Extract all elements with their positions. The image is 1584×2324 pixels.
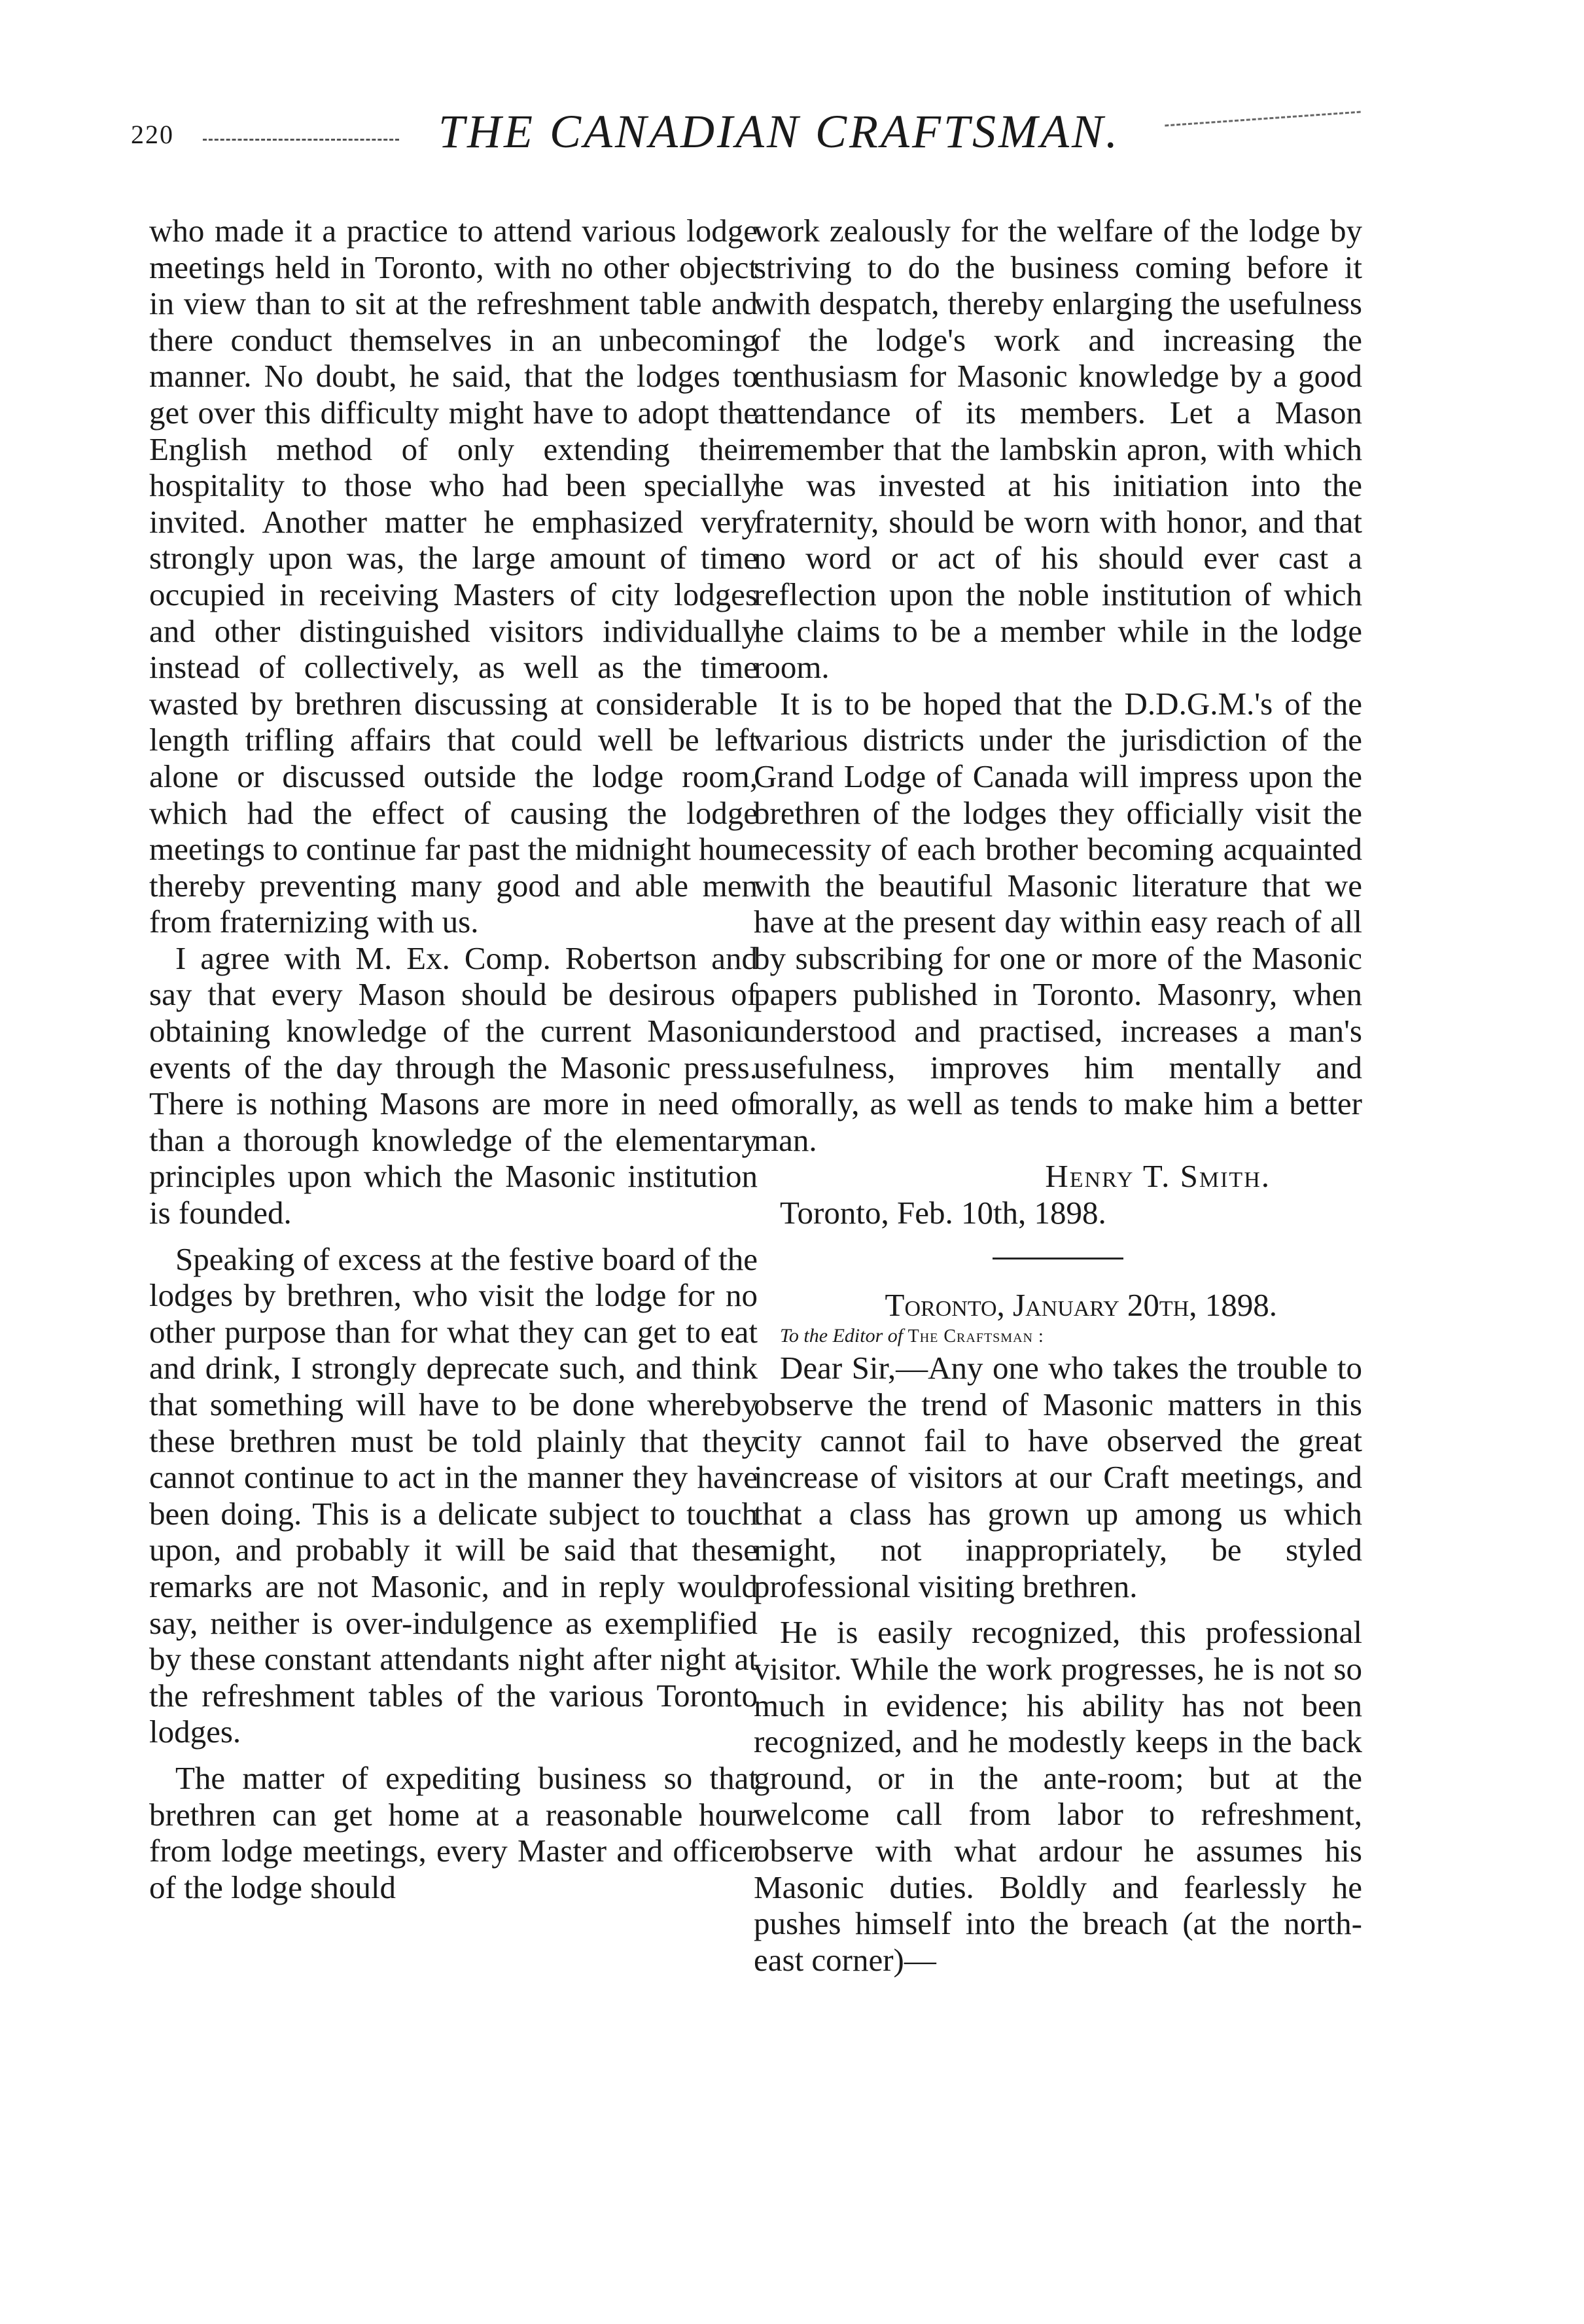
page-number: 220 — [131, 120, 174, 149]
right-column — [754, 213, 1362, 1978]
salutation — [754, 1323, 1362, 1350]
paragraph: Dear Sir,—Any one who takes the trouble to observe the trend of Masonic matters in this city cannot fail to have observed the great increase of visitors at our Craft meetings, and that a class has grown up among us which might, not inappropriately, be styled professional visiting brethren. — [754, 1350, 1362, 1604]
paragraph: who made it a practice to attend various lodge meetings held in Toronto, with no other object in view than to sit at the refreshment table and there conduct themselves in an unbecoming manner. No doubt, he said, that the lodges to get over this difficulty might have to adopt the English method of only extending their hospitality to those who had been specially invited. Another matter he emphasized very strongly upon was, the large amount of time occupied in receiving Masters of city lodges and other distinguished visitors individually instead of collectively, as well as the time wasted by brethren discussing at considerable length trifling affairs that could well be left alone or discussed outside the lodge room, which had the effect of causing the lodge meetings to continue far past the midnight hour thereby preventing many good and able men from fraternizing with us. — [149, 213, 758, 940]
left-column — [149, 213, 758, 1905]
signature: Henry T. Smith. — [1045, 1158, 1271, 1195]
paragraph: I agree with M. Ex. Comp. Robertson and say that every Mason should be desirous of obtaining knowledge of the current Masonic events of the day through the Masonic press. There is nothing Masons are more in need of than a thorough knowledge of the elementary principles upon which the Masonic institution is founded. — [149, 940, 758, 1231]
paragraph: It is to be hoped that the D.D.G.M.'s of the various districts under the jurisdiction of the Grand Lodge of Canada will impress upon the brethren of the lodges they officially visit the necessity of each brother becoming acquainted with the beautiful Masonic literature that we have at the present day within easy reach of all by subscribing for one or more of the Masonic papers published in Toronto. Masonry, when understood and practised, increases a man's usefulness, improves him mentally and morally, as well as tends to make him a better man. — [754, 685, 1362, 1158]
header-rule-right — [1165, 111, 1360, 127]
section-divider — [993, 1258, 1123, 1259]
letter-dateline: Toronto, January 20th, 1898. — [885, 1286, 1277, 1323]
page-header — [131, 105, 1407, 177]
dateline: Toronto, Feb. 10th, 1898. — [780, 1195, 1106, 1231]
salutation-name: The Craftsman : — [907, 1326, 1044, 1347]
paragraph: He is easily recognized, this professional visitor. While the work progresses, he is not so much in evidence; his ability has not been recognized, and he modestly keeps in the back ground, or in the ante-room; but at the welcome call from labor to refreshment, observe with what ardour he assumes his Masonic duties. Boldly and fearlessly he pushes himself into the breach (at the north-east corner)— — [754, 1614, 1362, 1978]
header-rule-left — [203, 139, 399, 141]
paragraph: The matter of expediting business so that brethren can get home at a reasonable hour from lodge meetings, every Master and officer of the lodge should — [149, 1759, 758, 1905]
salutation-prefix: To the Editor of — [780, 1325, 904, 1347]
running-title: THE CANADIAN CRAFTSMAN. — [438, 105, 1120, 158]
paragraph: work zealously for the welfare of the lodge by striving to do the business coming before it with despatch, thereby enlarging the usefulness of the lodge's work and increasing the enthusiasm for Masonic knowledge by a good attendance of its members. Let a Mason remember that the lambskin apron, with which he was invested at his initiation into the fraternity, should be worn with honor, and that no word or act of his should ever cast a reflection upon the noble institution of which he claims to be a member while in the lodge room. — [754, 213, 1362, 686]
paragraph: Speaking of excess at the festive board of the lodges by brethren, who visit the lodge for no other purpose than for what they can get to eat and drink, I strongly deprecate such, and think that something will have to be done whereby these brethren must be told plainly that they cannot continue to act in the manner they have been doing. This is a delicate subject to touch upon, and probably it will be said that these remarks are not Masonic, and in reply would say, neither is over-indulgence as exemplified by these constant attendants night after night at the refreshment tables of the various Toronto lodges. — [149, 1241, 758, 1750]
